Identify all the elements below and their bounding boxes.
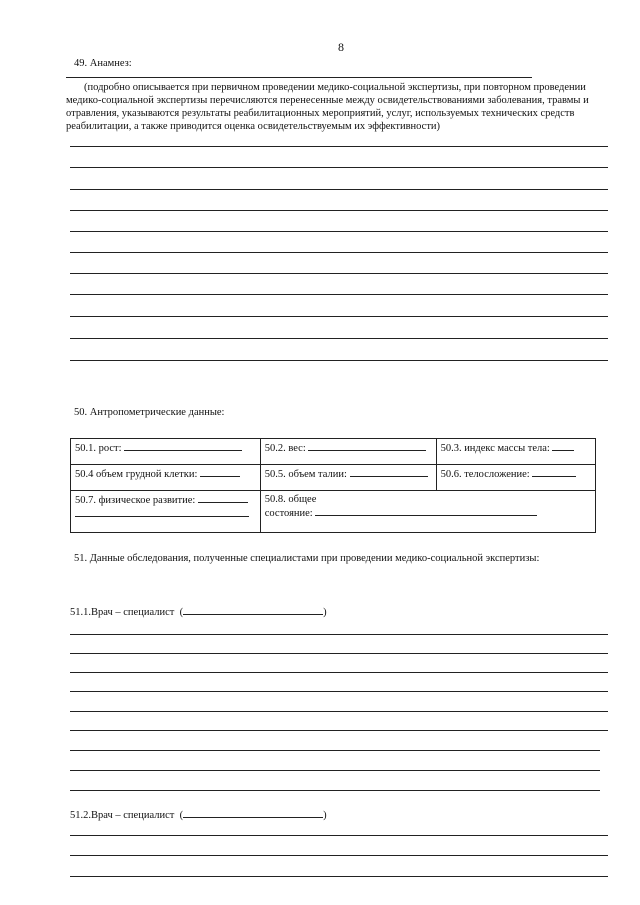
- doctor-1-label: 51.1.Врач – специалист: [70, 607, 175, 618]
- write-line: [70, 167, 608, 168]
- doctor-2-row: 51.2.Врач – специалист ( ): [70, 810, 327, 821]
- doctor-2-label: 51.2.Врач – специалист: [70, 810, 175, 821]
- doctor-2-specialty-field[interactable]: [183, 808, 323, 818]
- bmi-label: 50.3. индекс массы тела:: [440, 443, 550, 454]
- general-state-cell[interactable]: [260, 491, 595, 533]
- phys-dev-field-2[interactable]: [75, 507, 249, 517]
- section-49-note-line-2: медико-социальной экспертизы перечисляются перенесенные между освидетельствованиями заболевания, травмы и: [66, 95, 589, 106]
- write-line: [70, 790, 600, 791]
- chest-field[interactable]: [200, 467, 240, 477]
- rule: [66, 77, 532, 78]
- height-cell[interactable]: [71, 439, 261, 465]
- bmi-cell[interactable]: [436, 439, 595, 465]
- weight-cell[interactable]: [260, 439, 436, 465]
- section-49-note-line-1: (подробно описывается при первичном проведении медико-социальной экспертизы, при повторном проведении: [84, 82, 586, 93]
- chest-label: 50.4 объем грудной клетки:: [75, 469, 198, 480]
- height-label: 50.1. рост:: [75, 443, 122, 454]
- write-line: [70, 711, 608, 712]
- doctor-1-row: 51.1.Врач – специалист ( ): [70, 607, 327, 618]
- write-line: [70, 691, 608, 692]
- waist-label: 50.5. объем талии:: [264, 469, 347, 480]
- write-line: [70, 316, 608, 317]
- weight-field[interactable]: [308, 441, 426, 451]
- general-state-label-2: состояние:: [264, 508, 313, 519]
- write-line: [70, 273, 608, 274]
- write-line: [70, 146, 608, 147]
- weight-label: 50.2. вес:: [264, 443, 306, 454]
- section-49-note-line-3: отравления, указываются результаты реабилитационных мероприятий, услуг, используемых технических средств: [66, 108, 575, 119]
- anthropometric-table: [70, 438, 596, 533]
- write-line: [70, 294, 608, 295]
- build-label: 50.6. телосложение:: [440, 469, 530, 480]
- waist-field[interactable]: [350, 467, 428, 477]
- write-line: [70, 770, 600, 771]
- section-49-title: 49. Анамнез:: [74, 58, 132, 69]
- write-line: [70, 750, 600, 751]
- phys-dev-label: 50.7. физическое развитие:: [75, 495, 196, 506]
- write-line: [70, 672, 608, 673]
- doctor-1-specialty-field[interactable]: [183, 605, 323, 615]
- write-line: [70, 634, 608, 635]
- write-line: [70, 653, 608, 654]
- section-49-note-line-4: реабилитации, а также приводится оценка освидетельствуемым их эффективности): [66, 121, 441, 132]
- write-line: [70, 231, 608, 232]
- write-line: [70, 855, 608, 856]
- write-line: [70, 360, 608, 361]
- write-line: [70, 835, 608, 836]
- build-cell[interactable]: [436, 465, 595, 491]
- section-50-title: 50. Антропометрические данные:: [74, 407, 225, 418]
- chest-cell[interactable]: [71, 465, 261, 491]
- general-state-field[interactable]: [315, 506, 537, 516]
- write-line: [70, 730, 608, 731]
- write-line: [70, 876, 608, 877]
- phys-dev-field[interactable]: [198, 493, 248, 503]
- page-number: 8: [338, 40, 344, 54]
- section-51-title: 51. Данные обследования, полученные специалистами при проведении медико-социальной экспертизы:: [74, 553, 540, 564]
- phys-dev-cell[interactable]: [71, 491, 261, 533]
- bmi-field[interactable]: [552, 441, 574, 451]
- general-state-label: 50.8. общее: [264, 494, 317, 505]
- write-line: [70, 252, 608, 253]
- waist-cell[interactable]: [260, 465, 436, 491]
- write-line: [70, 189, 608, 190]
- build-field[interactable]: [532, 467, 576, 477]
- write-line: [70, 210, 608, 211]
- write-line: [70, 338, 608, 339]
- height-field[interactable]: [124, 441, 242, 451]
